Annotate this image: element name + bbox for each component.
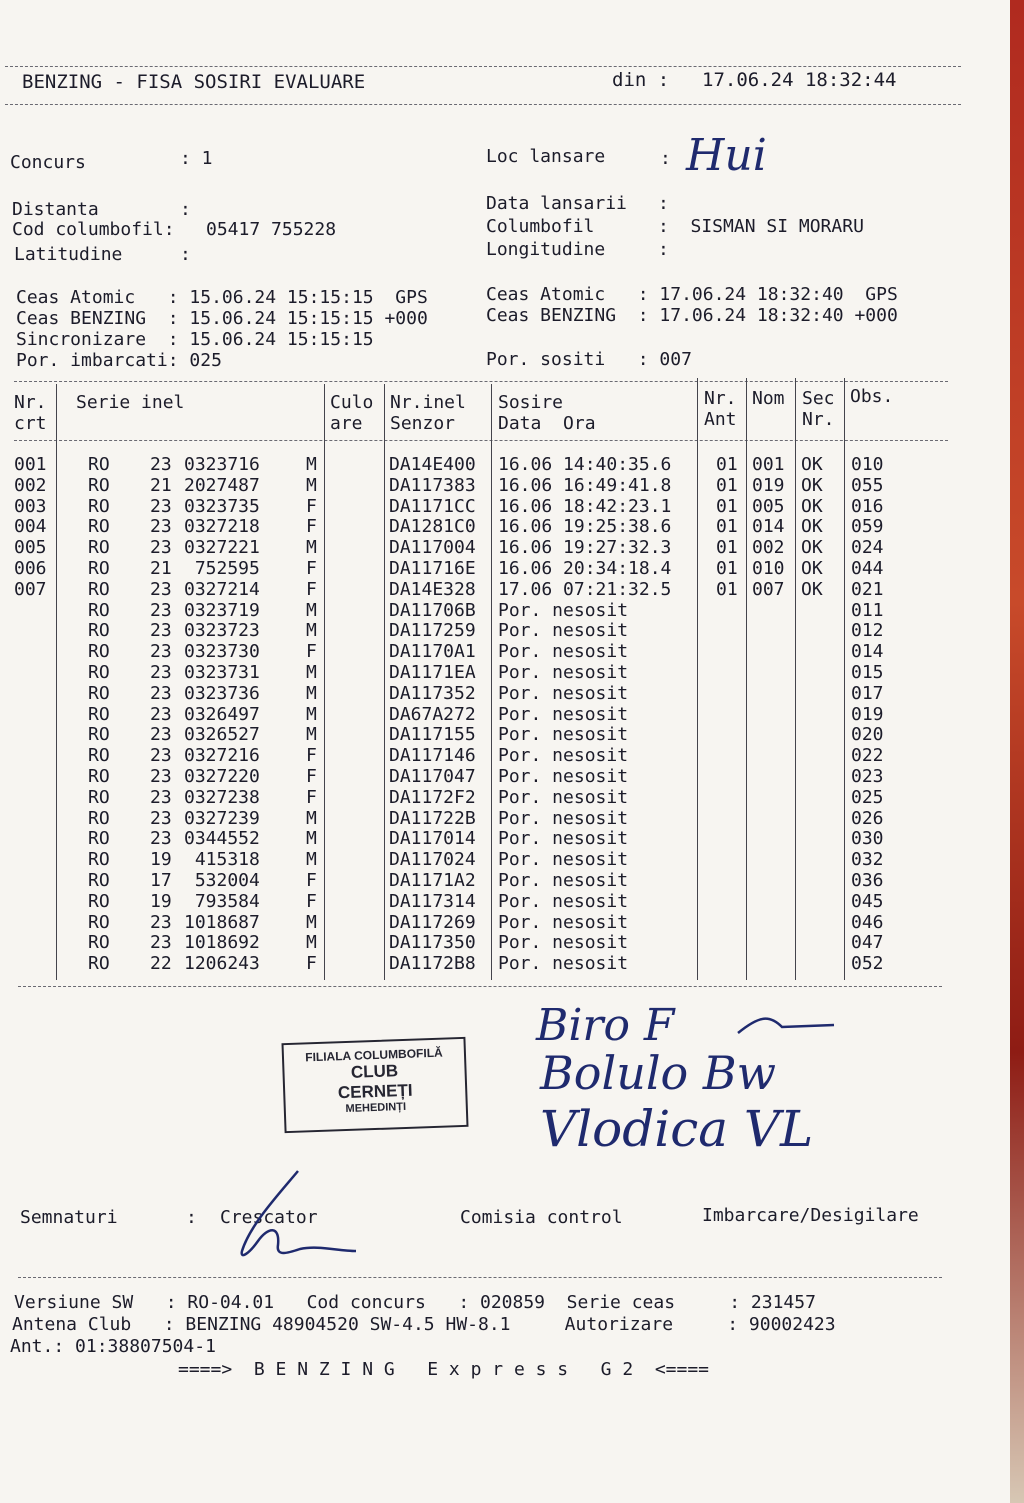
cell-sosire: Por. nesosit <box>498 953 629 975</box>
cell-senzor: DA117350 <box>389 932 476 954</box>
hdr-serie-inel: Serie inel <box>76 392 185 413</box>
cell-sec: OK <box>801 537 823 559</box>
cell-an: 23 <box>150 682 172 704</box>
hdr-data-ora: Data Ora <box>498 413 596 434</box>
cell-sex: M <box>306 662 317 683</box>
latitudine-value: : <box>180 244 191 265</box>
cell-ant: 01 <box>716 516 738 538</box>
cell-sex: M <box>306 537 317 559</box>
report-date-label: din : <box>612 69 670 91</box>
hdr-culoare-1: Culo <box>330 392 374 413</box>
cell-crt: 006 <box>14 558 47 579</box>
col-sep <box>795 378 796 980</box>
start-atomic-clock: Ceas Atomic : 15.06.24 15:15:15 GPS <box>16 287 428 308</box>
cell-sex: F <box>306 745 317 767</box>
cell-inel: 0323731 <box>184 662 260 683</box>
cell-sosire: Por. nesosit <box>498 703 629 725</box>
cell-senzor: DA11716E <box>389 558 476 579</box>
cell-tara: RO <box>88 953 110 975</box>
cell-an: 23 <box>150 578 172 600</box>
cell-senzor: DA117047 <box>389 766 476 787</box>
cell-nom: 001 <box>752 454 785 475</box>
loc-lansare-handwritten: Hui <box>686 130 767 181</box>
data-lansarii-value: : <box>658 193 669 214</box>
cell-inel: 0327238 <box>184 786 260 808</box>
cell-tara: RO <box>88 870 110 891</box>
cell-inel: 415318 <box>184 849 260 871</box>
hdr-culoare-2: are <box>330 413 363 434</box>
handwritten-name-1: Biro F <box>536 1000 675 1051</box>
signature-crescator: Crescator <box>220 1207 318 1228</box>
cell-sex: F <box>306 786 317 808</box>
cell-obs: 017 <box>851 682 884 704</box>
cell-sosire: Por. nesosit <box>498 682 629 704</box>
report-title: BENZING - FISA SOSIRI EVALUARE <box>22 71 366 93</box>
hdr-sec-2: Nr. <box>802 409 835 430</box>
cell-senzor: DA117014 <box>389 828 476 850</box>
cell-obs: 046 <box>851 911 884 933</box>
cell-sex: M <box>306 474 317 496</box>
hdr-nr: Nr. <box>14 392 47 413</box>
cell-sex: F <box>306 890 317 912</box>
hdr-nom: Nom <box>752 388 785 409</box>
cell-obs: 016 <box>851 495 884 517</box>
cell-an: 21 <box>150 474 172 496</box>
cell-obs: 024 <box>851 537 884 559</box>
cell-tara: RO <box>88 454 110 475</box>
cell-crt: 001 <box>14 454 47 475</box>
cell-nom: 002 <box>752 537 785 559</box>
cell-crt: 007 <box>14 578 47 600</box>
footer-line-3: Ant.: 01:38807504-1 <box>10 1336 216 1357</box>
cell-sex: M <box>306 849 317 871</box>
cell-inel: 0327239 <box>184 807 260 829</box>
header-top-rule <box>5 66 961 67</box>
cell-an: 23 <box>150 828 172 850</box>
cell-an: 23 <box>150 641 172 663</box>
col-sep <box>384 384 385 980</box>
cell-senzor: DA14E328 <box>389 578 476 600</box>
cell-an: 22 <box>150 953 172 975</box>
cell-sec: OK <box>801 578 823 600</box>
cell-inel: 1018687 <box>184 911 260 933</box>
cell-senzor: DA1171EA <box>389 662 476 683</box>
cell-nom: 005 <box>752 495 785 517</box>
cell-sex: M <box>306 807 317 829</box>
cell-senzor: DA117146 <box>389 745 476 767</box>
cell-obs: 036 <box>851 870 884 891</box>
handwritten-name-2: Bolulo Bw <box>540 1046 777 1100</box>
cell-crt: 003 <box>14 495 47 517</box>
cell-obs: 025 <box>851 786 884 808</box>
cell-tara: RO <box>88 620 110 642</box>
cell-an: 23 <box>150 766 172 787</box>
cell-inel: 0323716 <box>184 454 260 475</box>
cell-inel: 0327214 <box>184 578 260 600</box>
cell-sosire: Por. nesosit <box>498 932 629 954</box>
cell-sosire: 16.06 16:49:41.8 <box>498 474 672 496</box>
concurs-value: : 1 <box>180 148 213 169</box>
cell-ant: 01 <box>716 537 738 559</box>
stamp-line-4: MEHEDINȚI <box>345 1100 407 1116</box>
cell-obs: 045 <box>851 890 884 912</box>
cell-obs: 032 <box>851 849 884 871</box>
cell-crt: 004 <box>14 516 47 538</box>
cell-inel: 0327216 <box>184 745 260 767</box>
cell-obs: 044 <box>851 558 884 579</box>
cell-obs: 052 <box>851 953 884 975</box>
cell-obs: 010 <box>851 454 884 475</box>
cell-tara: RO <box>88 558 110 579</box>
cell-tara: RO <box>88 599 110 621</box>
cell-sex: F <box>306 558 317 579</box>
cell-sosire: Por. nesosit <box>498 724 629 746</box>
cell-ant: 01 <box>716 495 738 517</box>
cell-sex: M <box>306 454 317 475</box>
latitudine-label: Latitudine <box>14 244 123 265</box>
cell-an: 21 <box>150 558 172 579</box>
cell-senzor: DA14E400 <box>389 454 476 475</box>
crescator-signature-scribble <box>228 1165 363 1265</box>
cell-inel: 0326527 <box>184 724 260 746</box>
cell-senzor: DA1172B8 <box>389 953 476 975</box>
cell-sex: M <box>306 599 317 621</box>
cell-senzor: DA117314 <box>389 890 476 912</box>
footer-line-4: ====> B E N Z I N G E x p r e s s G 2 <==== <box>178 1359 710 1380</box>
col-sep <box>56 384 57 980</box>
cell-obs: 030 <box>851 828 884 850</box>
cell-ant: 01 <box>716 454 738 475</box>
report-date-value: 17.06.24 18:32:44 <box>702 69 897 91</box>
cell-inel: 0323736 <box>184 682 260 704</box>
cell-sex: M <box>306 911 317 933</box>
birds-arrived: Por. sositi : 007 <box>486 349 692 370</box>
handwritten-mark <box>730 1005 840 1045</box>
cell-an: 23 <box>150 911 172 933</box>
longitudine-value: : <box>658 239 669 260</box>
cell-sex: F <box>306 870 317 891</box>
club-stamp <box>281 1037 468 1133</box>
cell-sosire: Por. nesosit <box>498 870 629 891</box>
col-sep <box>697 378 698 980</box>
stamp-line-1: FILIALA COLUMBOFILĂ <box>304 1045 443 1065</box>
cell-inel: 0344552 <box>184 828 260 850</box>
cell-tara: RO <box>88 724 110 746</box>
hdr-sosire: Sosire <box>498 392 564 413</box>
cell-an: 23 <box>150 537 172 559</box>
start-benzing-clock: Ceas BENZING : 15.06.24 15:15:15 +000 <box>16 308 428 329</box>
cell-tara: RO <box>88 911 110 933</box>
cell-sec: OK <box>801 495 823 517</box>
cell-an: 23 <box>150 454 172 475</box>
hdr-senzor: Senzor <box>390 413 456 434</box>
cell-sosire: Por. nesosit <box>498 807 629 829</box>
cell-sosire: 16.06 14:40:35.6 <box>498 454 672 475</box>
cell-an: 19 <box>150 849 172 871</box>
cell-obs: 059 <box>851 516 884 538</box>
cell-sec: OK <box>801 516 823 538</box>
cell-tara: RO <box>88 495 110 517</box>
cell-sosire: Por. nesosit <box>498 662 629 683</box>
cell-sosire: 17.06 07:21:32.5 <box>498 578 672 600</box>
table-top-rule <box>14 381 948 382</box>
cell-crt: 002 <box>14 474 47 496</box>
cell-inel: 0327221 <box>184 537 260 559</box>
loc-lansare-sep: : <box>660 148 671 169</box>
cell-sosire: 16.06 19:25:38.6 <box>498 516 672 538</box>
cell-obs: 015 <box>851 662 884 683</box>
end-atomic-clock: Ceas Atomic : 17.06.24 18:32:40 GPS <box>486 284 898 305</box>
cell-obs: 014 <box>851 641 884 663</box>
cell-tara: RO <box>88 849 110 871</box>
col-sep <box>491 384 492 980</box>
hdr-obs: Obs. <box>850 386 894 407</box>
header-bottom-rule <box>5 104 961 105</box>
signature-imbarcare: Imbarcare/Desigilare <box>702 1205 919 1226</box>
cell-senzor: DA1171A2 <box>389 870 476 891</box>
distanta-value: : <box>180 199 191 220</box>
cell-sec: OK <box>801 474 823 496</box>
cell-sex: F <box>306 641 317 663</box>
start-sync-clock: Sincronizare : 15.06.24 15:15:15 <box>16 329 374 350</box>
cell-an: 23 <box>150 599 172 621</box>
cell-sosire: 16.06 20:34:18.4 <box>498 558 672 579</box>
cell-senzor: DA1281C0 <box>389 516 476 538</box>
cell-sosire: Por. nesosit <box>498 828 629 850</box>
cell-obs: 011 <box>851 599 884 621</box>
longitudine-label: Longitudine <box>486 239 606 260</box>
cell-obs: 055 <box>851 474 884 496</box>
cell-inel: 1018692 <box>184 932 260 954</box>
hdr-nr-ant-2: Ant <box>704 409 737 430</box>
footer-rule <box>18 1277 942 1278</box>
cell-tara: RO <box>88 807 110 829</box>
cell-sosire: Por. nesosit <box>498 641 629 663</box>
footer-line-1: Versiune SW : RO-04.01 Cod concurs : 020859 Serie ceas : 231457 <box>14 1292 816 1313</box>
cell-obs: 026 <box>851 807 884 829</box>
cell-sex: F <box>306 495 317 517</box>
cell-an: 23 <box>150 703 172 725</box>
concurs-label: Concurs <box>10 152 86 173</box>
handwritten-name-3: Vlodica VL <box>540 1100 814 1158</box>
cell-sex: M <box>306 703 317 725</box>
cell-an: 23 <box>150 807 172 829</box>
cell-inel: 2027487 <box>184 474 260 496</box>
cell-sex: M <box>306 828 317 850</box>
cell-ant: 01 <box>716 578 738 600</box>
cell-tara: RO <box>88 766 110 787</box>
hdr-crt: crt <box>14 413 47 434</box>
cell-senzor: DA117004 <box>389 537 476 559</box>
cell-obs: 019 <box>851 703 884 725</box>
table-header-rule <box>14 440 948 441</box>
cell-senzor: DA1171CC <box>389 495 476 517</box>
cell-senzor: DA117352 <box>389 682 476 704</box>
cell-obs: 020 <box>851 724 884 746</box>
cell-tara: RO <box>88 641 110 663</box>
cell-sosire: Por. nesosit <box>498 911 629 933</box>
cell-sosire: Por. nesosit <box>498 745 629 767</box>
cell-senzor: DA117259 <box>389 620 476 642</box>
cell-an: 23 <box>150 724 172 746</box>
cell-inel: 752595 <box>184 558 260 579</box>
cell-sex: F <box>306 953 317 975</box>
cell-senzor: DA117269 <box>389 911 476 933</box>
hdr-nr-ant-1: Nr. <box>704 388 737 409</box>
cod-columbofil-label: Cod columbofil: <box>12 219 175 240</box>
cell-sex: F <box>306 516 317 538</box>
cell-an: 19 <box>150 890 172 912</box>
cell-inel: 0327220 <box>184 766 260 787</box>
cell-senzor: DA117383 <box>389 474 476 496</box>
cell-obs: 023 <box>851 766 884 787</box>
signatures-label: Semnaturi <box>20 1207 118 1228</box>
cell-ant: 01 <box>716 474 738 496</box>
cell-sosire: Por. nesosit <box>498 849 629 871</box>
cell-sec: OK <box>801 558 823 579</box>
cell-an: 23 <box>150 516 172 538</box>
cell-senzor: DA1170A1 <box>389 641 476 663</box>
cell-obs: 047 <box>851 932 884 954</box>
cell-tara: RO <box>88 516 110 538</box>
cell-tara: RO <box>88 786 110 808</box>
background-fabric <box>1010 0 1024 1503</box>
cell-sosire: Por. nesosit <box>498 766 629 787</box>
cell-inel: 793584 <box>184 890 260 912</box>
cell-sex: M <box>306 932 317 954</box>
signatures-sep: : <box>186 1207 197 1228</box>
cell-tara: RO <box>88 703 110 725</box>
cell-nom: 014 <box>752 516 785 538</box>
cell-an: 23 <box>150 662 172 683</box>
cell-sosire: Por. nesosit <box>498 890 629 912</box>
footer-line-2: Antena Club : BENZING 48904520 SW-4.5 HW-8.1 Autorizare : 90002423 <box>12 1314 836 1335</box>
cell-sosire: Por. nesosit <box>498 620 629 642</box>
cell-tara: RO <box>88 474 110 496</box>
cell-an: 23 <box>150 745 172 767</box>
col-sep <box>324 384 325 980</box>
columbofil-value: : SISMAN SI MORARU <box>658 216 864 237</box>
cell-sex: M <box>306 620 317 642</box>
cell-inel: 1206243 <box>184 953 260 975</box>
cell-tara: RO <box>88 537 110 559</box>
cell-an: 23 <box>150 495 172 517</box>
cell-inel: 0323730 <box>184 641 260 663</box>
cell-obs: 021 <box>851 578 884 600</box>
cell-sex: F <box>306 766 317 787</box>
cell-tara: RO <box>88 662 110 683</box>
col-sep <box>844 378 845 980</box>
cell-sex: F <box>306 578 317 600</box>
cell-ant: 01 <box>716 558 738 579</box>
cell-tara: RO <box>88 890 110 912</box>
cell-sosire: Por. nesosit <box>498 786 629 808</box>
cell-nom: 007 <box>752 578 785 600</box>
cell-inel: 532004 <box>184 870 260 891</box>
cell-crt: 005 <box>14 537 47 559</box>
cell-an: 23 <box>150 932 172 954</box>
cell-inel: 0323723 <box>184 620 260 642</box>
cell-tara: RO <box>88 578 110 600</box>
cell-sec: OK <box>801 454 823 475</box>
cell-obs: 012 <box>851 620 884 642</box>
cell-nom: 010 <box>752 558 785 579</box>
columbofil-label: Columbofil <box>486 216 595 237</box>
hdr-sec-1: Sec <box>802 388 835 409</box>
cell-tara: RO <box>88 828 110 850</box>
cell-an: 17 <box>150 870 172 891</box>
cell-an: 23 <box>150 786 172 808</box>
cell-senzor: DA11706B <box>389 599 476 621</box>
signature-comisia: Comisia control <box>460 1207 623 1228</box>
cell-senzor: DA117024 <box>389 849 476 871</box>
loc-lansare-label: Loc lansare <box>486 146 606 167</box>
cell-an: 23 <box>150 620 172 642</box>
end-benzing-clock: Ceas BENZING : 17.06.24 18:32:40 +000 <box>486 305 898 326</box>
cell-tara: RO <box>88 682 110 704</box>
stamp-line-2: CLUB <box>350 1061 399 1082</box>
cell-obs: 022 <box>851 745 884 767</box>
cell-inel: 0327218 <box>184 516 260 538</box>
cell-inel: 0323719 <box>184 599 260 621</box>
cell-inel: 0326497 <box>184 703 260 725</box>
cell-inel: 0323735 <box>184 495 260 517</box>
cod-columbofil-value: 05417 755228 <box>206 219 337 240</box>
cell-senzor: DA117155 <box>389 724 476 746</box>
cell-sosire: Por. nesosit <box>498 599 629 621</box>
cell-tara: RO <box>88 932 110 954</box>
cell-sex: M <box>306 682 317 704</box>
cell-senzor: DA67A272 <box>389 703 476 725</box>
hdr-nr-inel: Nr.inel <box>390 392 466 413</box>
cell-sex: M <box>306 724 317 746</box>
data-lansarii-label: Data lansarii <box>486 193 627 214</box>
cell-nom: 019 <box>752 474 785 496</box>
stamp-line-3: CERNEȚI <box>337 1080 413 1103</box>
cell-senzor: DA1172F2 <box>389 786 476 808</box>
cell-sosire: 16.06 19:27:32.3 <box>498 537 672 559</box>
birds-basketed: Por. imbarcati: 025 <box>16 350 222 371</box>
cell-sosire: 16.06 18:42:23.1 <box>498 495 672 517</box>
distanta-label: Distanta <box>12 199 99 220</box>
cell-senzor: DA11722B <box>389 807 476 829</box>
col-sep <box>746 378 747 980</box>
table-bottom-rule <box>18 986 942 987</box>
cell-tara: RO <box>88 745 110 767</box>
